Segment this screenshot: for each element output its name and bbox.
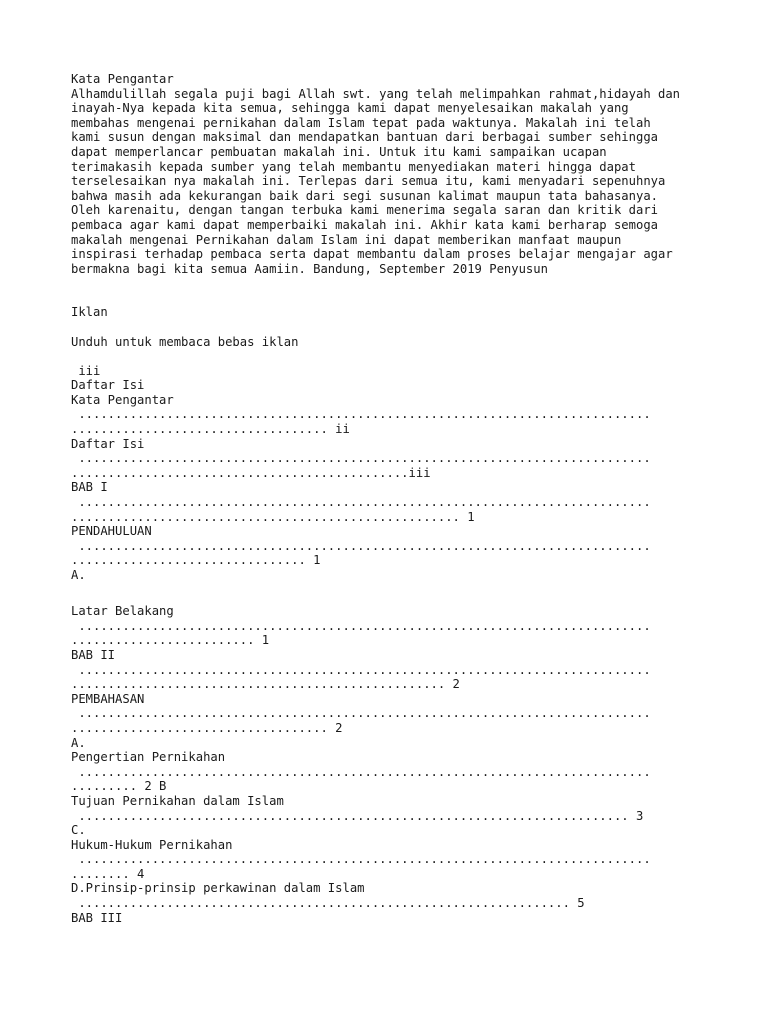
intro-line: terselesaikan nya makalah ini. Terlepas dari semua itu, kami menyadari sepenuhnya	[71, 174, 666, 189]
toc-line: ................................... ii	[71, 422, 350, 437]
intro-line: pembaca agar kami dapat memperbaiki makalah ini. Akhir kata kami berharap semoga	[71, 217, 658, 232]
toc-line: Daftar Isi	[71, 436, 145, 451]
intro-line: inayah-Nya kepada kita semua, sehingga kami dapat menyelesaikan makalah yang	[71, 101, 629, 116]
toc-line: ..............................................................................	[71, 407, 651, 422]
toc-line: PEMBAHASAN	[71, 691, 145, 706]
intro-line: makalah mengenai Pernikahan dalam Islam ini dapat memberikan manfaat maupun	[71, 232, 622, 247]
intro-line: kami susun dengan maksimal dan mendapatkan bantuan dari berbagai sumber sehingga	[71, 130, 658, 145]
toc-line: ........ 4	[71, 866, 145, 881]
intro-line: Alhamdulillah segala puji bagi Allah swt. yang telah melimpahkan rahmat,hidayah dan	[71, 86, 681, 101]
toc-line: ..................................................... 1	[71, 509, 475, 524]
toc-line: ................................... 2	[71, 720, 343, 735]
intro-line: membahas mengenai pernikahan dalam Islam tepat pada waktunya. Makalah ini telah	[71, 115, 651, 130]
toc-line: ......................... 1	[71, 633, 270, 648]
toc-line: BAB I	[71, 480, 108, 495]
toc-line: ..............................................iii	[71, 465, 431, 480]
intro-line: dapat memperlancar pembuatan makalah ini. Untuk itu kami sampaikan ucapan	[71, 144, 607, 159]
toc-line: ................................................... 2	[71, 677, 460, 692]
toc-line: ..............................................................................	[71, 852, 651, 867]
toc-line: Kata Pengantar	[71, 392, 174, 407]
toc-line: D.Prinsip-prinsip perkawinan dalam Islam	[71, 881, 365, 896]
toc-line: ..............................................................................	[71, 495, 651, 510]
toc-line: A.	[71, 568, 86, 582]
toc-line: ..............................................................................	[71, 538, 651, 553]
toc-line: ........................................................................... 3	[71, 808, 644, 823]
toc-line: Tujuan Pernikahan dalam Islam	[71, 793, 284, 808]
toc-line: ................................ 1	[71, 553, 321, 568]
intro-line: terimakasih kepada sumber yang telah membantu menyediakan materi hingga dapat	[71, 159, 636, 174]
toc-line: Latar Belakang	[71, 604, 174, 619]
toc-line: ......... 2 B	[71, 779, 167, 794]
document-page	[71, 72, 711, 925]
intro-line: Oleh karenaitu, dengan tangan terbuka kami menerima segala saran dan kritik dari	[71, 203, 658, 218]
toc-list	[71, 393, 711, 925]
intro-line: bahwa masih ada kekurangan baik dari segi susunan kalimat maupun tata bahasanya.	[71, 188, 658, 203]
toc-line: Pengertian Pernikahan	[71, 750, 226, 765]
ad-free-download-link[interactable]: Unduh untuk membaca bebas iklan	[71, 334, 299, 349]
intro-title: Kata Pengantar	[71, 72, 174, 86]
toc-line: BAB III	[71, 910, 123, 925]
intro-line: inspirasi terhadap pembaca serta dapat membantu dalam proses belajar mengajar agar	[71, 247, 673, 262]
intro-paragraph	[71, 87, 711, 277]
toc-line: ..............................................................................	[71, 618, 651, 633]
toc-line: ................................................................... 5	[71, 896, 585, 911]
toc-line: ..............................................................................	[71, 764, 651, 779]
toc-line: Hukum-Hukum Pernikahan	[71, 837, 233, 852]
toc-title: Daftar Isi	[71, 378, 145, 393]
toc-line: A.	[71, 735, 86, 750]
page-number: iii	[71, 363, 101, 378]
toc-line: C.	[71, 823, 86, 838]
intro-line: bermakna bagi kita semua Aamiin. Bandung, September 2019 Penyusun	[71, 261, 548, 276]
ad-label: Iklan	[71, 305, 108, 320]
toc-line: BAB II	[71, 647, 116, 662]
toc-line: ..............................................................................	[71, 662, 651, 677]
toc-line: PENDAHULUAN	[71, 524, 152, 539]
toc-line: ..............................................................................	[71, 706, 651, 721]
toc-line: ..............................................................................	[71, 451, 651, 466]
